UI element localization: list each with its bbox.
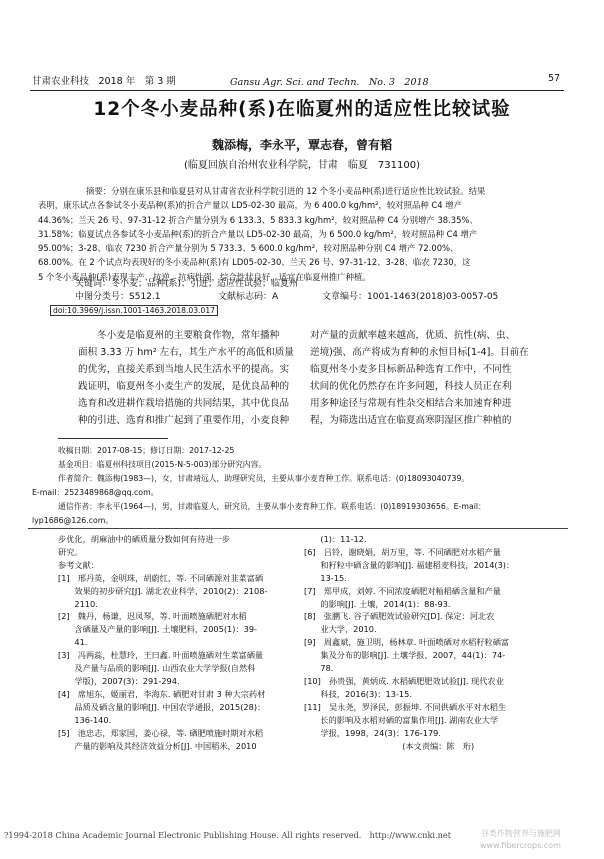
reference-line: 科技，2016(3)：13-15. xyxy=(304,688,412,699)
reference-line: [11] 吴永尧，罗泽民，彭振坤. 不同供硒水平对水稻生 xyxy=(304,701,507,712)
reference-line: (1)：11-12. xyxy=(304,534,367,544)
clc-number: 中图分类号：S512.1 xyxy=(75,292,161,302)
abstract xyxy=(38,184,552,284)
reference-line: 78. xyxy=(304,663,334,674)
reference-line: [4] 席旭东，姬丽君，李海东. 硒肥对甘肃 3 种大宗药材 xyxy=(58,688,266,699)
body-line: 临夏州冬小麦多目标新品种选育工作中，不同性 xyxy=(310,363,512,375)
reference-line: 研究。 xyxy=(58,546,83,557)
site-watermark: 谷类作物营养与施肥网 www.fibercrops.com xyxy=(480,829,561,850)
reference-line: 产量的影响及其经济效益分析[J]. 中国稻米，2010 xyxy=(58,740,257,751)
reference-line: [2] 魏丹，杨谦，迟凤琴，等. 叶面喷施硒肥对水稻 xyxy=(58,611,247,622)
references-right-column xyxy=(304,533,574,752)
received-date: 收稿日期：2017-08-15；修订日期：2017-12-25 xyxy=(58,446,235,455)
keywords: 关键词：冬小麦；品种(系)；引进；适应性试验；临夏州 xyxy=(75,279,299,289)
article-number: 文章编号：1001-1463(2018)03-0057-05 xyxy=(322,292,499,302)
reference-line: [10] 孙贵强，黄炳成. 水稻硒肥肥效试验[J]. 现代农业 xyxy=(304,675,504,686)
body-line: 逆境)强、高产将成为育种的永恒目标[1-4]。目前在 xyxy=(310,346,529,358)
abstract-line: 摘要：分别在康乐县和临夏县对从甘肃省农业科学院引进的 12 个冬小麦品种(系)进行适应性比较试验。结果 xyxy=(86,186,486,196)
reference-line: 集及分布的影响[J]. 土壤学报，2007，44(1)：74- xyxy=(304,650,506,661)
reference-line: (本文责编：陈 珩) xyxy=(304,740,475,751)
authors: 魏添梅，李永平，覃志春，曾有韬 xyxy=(211,138,392,152)
body-left-column xyxy=(78,328,300,429)
author-email: E-mail：2523489868@qq.com。 xyxy=(32,488,159,497)
reference-line: 长的影响及水稻对硒的富集作用[J]. 湖南农业大学 xyxy=(304,714,499,725)
reference-line: 及产量与品质的影响[J]. 山西农业大学学报(自然科 xyxy=(58,663,256,674)
reference-line: 的影响[J]. 土壤，2014(1)：88-93. xyxy=(304,598,451,609)
body-line: 冬小麦是临夏州的主要粮食作物，常年播种 xyxy=(97,330,280,341)
abstract-line: 5 个冬小麦品种(系)表现丰产、抗逆、抗病性强，综合性状良好，适宜在临夏州推广种植。 xyxy=(38,271,371,282)
header-rule xyxy=(30,90,564,91)
corresponding-author: 通信作者：李永平(1964—)，男，甘肃临夏人，研究员，主要从事小麦育种工作。联系电话：(0)18919303656。E-mail： xyxy=(58,502,486,511)
reference-line: 41. xyxy=(58,637,88,648)
journal-name-en: Gansu Agr. Sci. and Techn. No. 3 2018 xyxy=(230,77,429,88)
references-left-column xyxy=(58,533,298,752)
body-line: 的优劣，直接关系到当地人民生活水平的提高。实 xyxy=(78,363,290,375)
reference-line: [8] 张鹏飞. 谷子硒肥效试验研究[D]. 保定：河北农 xyxy=(304,611,495,622)
abstract-line: 95.00%；3-28、临农 7230 折合产量分别为 5 733.3、5 600.0 kg/hm²，较对照品种分别 C4 增产 72.00%、 xyxy=(38,243,459,254)
body-line: 践证明，临夏州冬小麦生产的发展，是优良品种的 xyxy=(78,380,290,392)
corresponding-email: lyp1686@126.com。 xyxy=(32,516,114,525)
body-line: 选育和改进耕作栽培措施的共同结果，其中优良品 xyxy=(78,397,290,409)
body-line: 程，为筛选出适宜在临夏高寒阴湿区推广种植的 xyxy=(310,414,512,426)
abstract-line: 31.58%；临夏试点各参试冬小麦品种(系)的折合产量以 LD5-02-30 最高，为 6 500.0 kg/hm²，较对照品种 C4 增产 xyxy=(38,228,478,239)
funding: 基金项目：临夏州科技项目(2015-N-5-003)部分研究内容。 xyxy=(58,460,267,469)
reference-line: [3] 冯两蕊，杜慧玲，王曰鑫. 叶面喷施硒对生菜富硒量 xyxy=(58,650,264,661)
author-bio: 作者简介：魏添梅(1983—)，女，甘肃靖远人，助理研究员，主要从事小麦育种工作。联系电话：(0)18093040739。 xyxy=(58,474,470,483)
reference-line: [5] 池忠志，郑家国，姜心禄，等. 硒肥喷施时期对水稻 xyxy=(58,727,264,738)
reference-line: 效果的初步研究[J]. 湖北农业科学，2010(2)：2108- xyxy=(58,585,268,596)
reference-line: 学版)，2007(3)：291-294. xyxy=(58,675,180,686)
copyright-text: ?1994-2018 China Academic Journal Electronic Publishing House. All rights reserved. http://www.cnki.net xyxy=(4,830,452,840)
article-title: 12个冬小麦品种(系)在临夏州的适应性比较试验 xyxy=(93,99,511,120)
reference-line: 参考文献： xyxy=(58,559,99,570)
abstract-line: 表明，康乐试点各参试冬小麦品种(系)的折合产量以 LD5-02-30 最高，为 6 400.0 kg/hm²，较对照品种 C4 增产 xyxy=(38,200,463,211)
reference-line: 步优化，胡麻油中的硒质量分数如何有待进一步 xyxy=(58,534,230,544)
affiliation: (临夏回族自治州农业科学院，甘肃 临夏 731100) xyxy=(184,160,420,171)
reference-line: [1] 邢丹英，金明珠，胡蔚红，等. 不同硒源对韭菜富硒 xyxy=(58,572,264,583)
abstract-line: 68.00%。在 2 个试点均表现好的冬小麦品种(系)有 LD05-02-30、兰天 26 号、97-31-12、3-28、临农 7230，这 xyxy=(38,257,471,268)
body-line: 对产量的贡献率越来越高，优质、抗性(病、虫、 xyxy=(310,330,516,341)
doi-box: doi:10.3969/j.issn.1001-1463.2018.03.017 xyxy=(50,305,218,316)
body-line: 面积 3.33 万 hm² 左右，其生产水平的高低和质量 xyxy=(78,346,294,358)
reference-line: 含硒量及产量的影响[J]. 土壤肥料，2005(1)：39- xyxy=(58,624,258,635)
page-divider xyxy=(28,528,568,529)
reference-line: 2110. xyxy=(58,598,98,609)
reference-line: [6] 吕铃，谢晓娟，胡万里，等. 不同硒肥对水稻产量 xyxy=(304,546,501,557)
reference-line: 品质及硒含量的影响[J]. 中国农学通报，2015(28)： xyxy=(58,701,266,712)
reference-line: 业大学，2010. xyxy=(304,624,377,635)
journal-name-cn: 甘肃农业科技 2018 年 第 3 期 xyxy=(32,76,176,87)
reference-line: [7] 郑甲成，刘婷. 不同浓度硒肥对籼稻硒含量和产量 xyxy=(304,585,501,596)
body-line: 种的引进、选育和推广起到了重要作用，小麦良种 xyxy=(78,414,290,426)
reference-line: 和籽粒中硒含量的影响[J]. 福建稻麦科技，2014(3)： xyxy=(304,559,515,570)
reference-line: 学报，1998，24(3)：176-179. xyxy=(304,727,441,738)
page-number: 57 xyxy=(548,73,561,84)
reference-line: 136-140. xyxy=(58,714,112,725)
document-code: 文献标志码：A xyxy=(218,292,279,302)
body-right-column xyxy=(310,328,565,429)
footnote-rule xyxy=(58,438,168,439)
body-line: 状间的优化仍然存在许多问题，科技人员正在利 xyxy=(310,380,512,392)
copyright-band xyxy=(0,826,604,859)
reference-line: [9] 周鑫斌，施卫明，杨林章. 叶面喷硒对水稻籽粒硒富 xyxy=(304,637,510,648)
reference-line: 13-15. xyxy=(304,572,347,583)
abstract-line: 44.36%；兰天 26 号、97-31-12 折合产量分别为 6 133.3、5 833.3 kg/hm²，较对照品种 C4 分别增产 38.35%、 xyxy=(38,214,478,225)
body-line: 用多种途径与常规有性杂交相结合来加速育种进 xyxy=(310,397,512,409)
